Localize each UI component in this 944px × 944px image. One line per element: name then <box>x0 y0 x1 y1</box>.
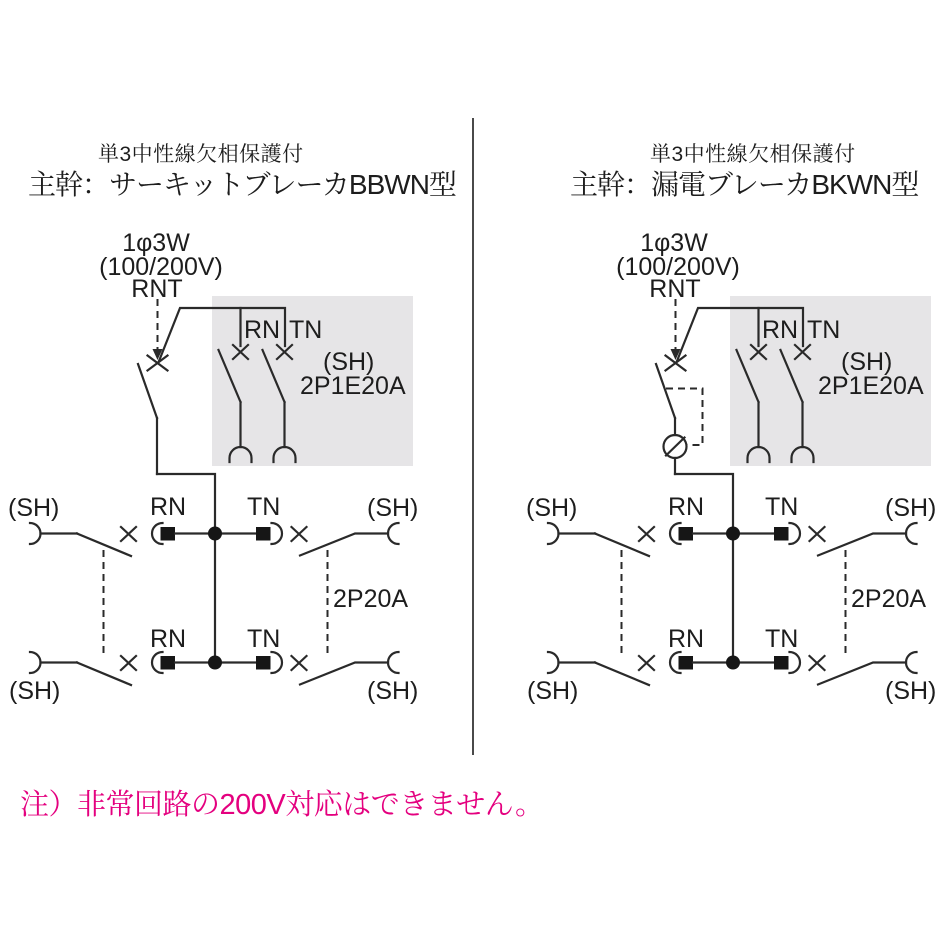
right-panel-title: 主幹：漏電ブレーカBKWN型 <box>570 169 919 200</box>
left-branch2-sh-left: (SH) <box>9 677 61 705</box>
note: 注）非常回路の200V対応はできません。 <box>20 789 544 821</box>
right-branch2-rn-label: RN <box>668 625 705 653</box>
left-branch2-tn-label: TN <box>247 625 281 653</box>
left-phase-label: 1φ3W <box>122 229 190 257</box>
left-branch2-rn-label: RN <box>150 625 187 653</box>
right-box-sh-label: (SH) <box>841 348 893 376</box>
left-source-label: RNT <box>131 275 183 303</box>
left-branch1-sh-right: (SH) <box>367 494 419 522</box>
left-box-tn-label: TN <box>289 316 323 344</box>
right-branch1-sh-left: (SH) <box>526 494 578 522</box>
right-box-rn-label: RN <box>762 316 799 344</box>
left-panel-title: 主幹：サーキットブレーカBBWN型 <box>28 169 456 200</box>
right-branch-breaker-rating: 2P20A <box>851 585 927 613</box>
right-voltage-label: (100/200V) <box>616 253 740 281</box>
right-branch2-tn-label: TN <box>765 625 799 653</box>
right-branch2-sh-left: (SH) <box>527 677 579 705</box>
right-branch1-tn-label: TN <box>765 493 799 521</box>
right-panel-subtitle: 単3中性線欠相保護付 <box>650 143 856 166</box>
right-branch2-sh-right: (SH) <box>885 677 937 705</box>
left-branch2-sh-right: (SH) <box>367 677 419 705</box>
left-voltage-label: (100/200V) <box>99 253 223 281</box>
right-phase-label: 1φ3W <box>640 229 708 257</box>
left-branch-breaker-rating: 2P20A <box>333 585 409 613</box>
right-box-tn-label: TN <box>807 316 841 344</box>
left-box-sh-label: (SH) <box>323 348 375 376</box>
right-branch1-rn-label: RN <box>668 493 705 521</box>
left-branch1-tn-label: TN <box>247 493 281 521</box>
left-panel-subtitle: 単3中性線欠相保護付 <box>98 143 304 166</box>
right-source-label: RNT <box>649 275 701 303</box>
left-branch1-rn-label: RN <box>150 493 187 521</box>
left-sub-breaker-rating: 2P1E20A <box>300 372 406 400</box>
left-branch1-sh-left: (SH) <box>8 494 60 522</box>
right-sub-breaker-rating: 2P1E20A <box>818 372 924 400</box>
right-branch1-sh-right: (SH) <box>885 494 937 522</box>
earth-leakage-detector-slash <box>666 438 685 456</box>
left-box-rn-label: RN <box>244 316 281 344</box>
